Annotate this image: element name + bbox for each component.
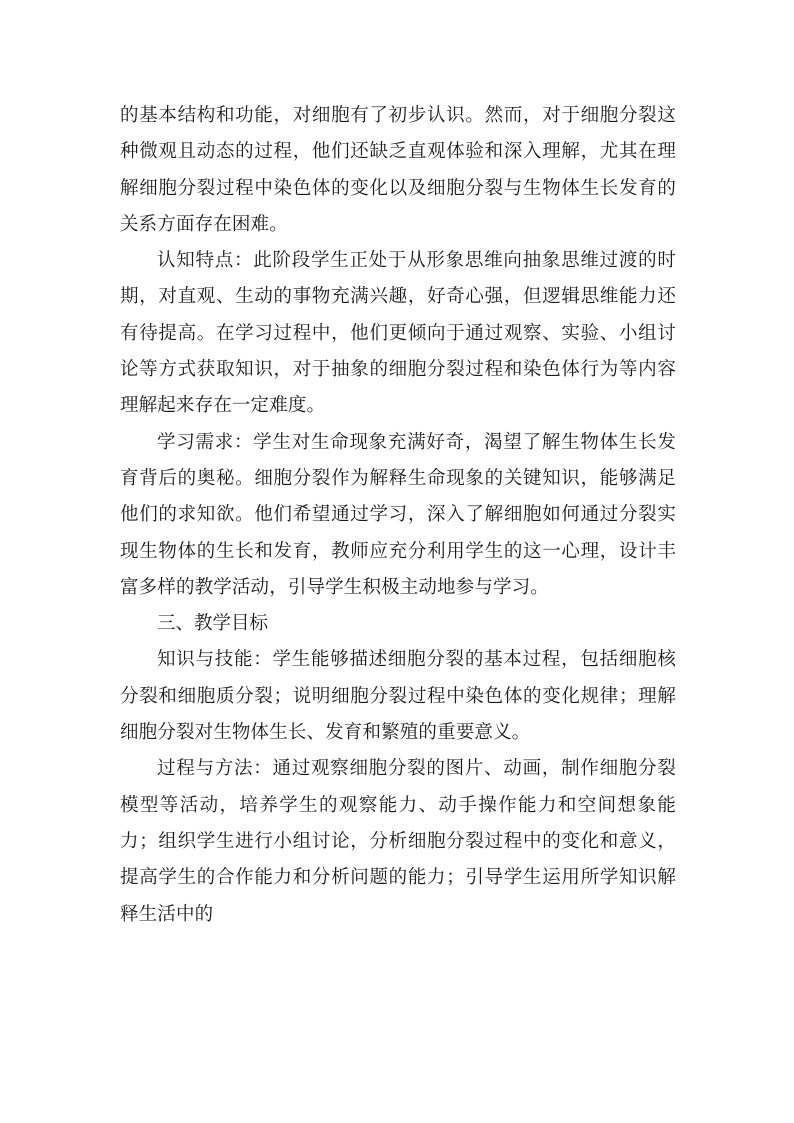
paragraph-continuation: 的基本结构和功能，对细胞有了初步认识。然而，对于细胞分裂这种微观且动态的过程，他们还缺乏直观体验和深入理解，尤其在理解细胞分裂过程中染色体的变化以及细胞分裂与生物体生长发育的关系方面存在困难。 — [120, 105, 676, 235]
paragraph-knowledge-skills: 知识与技能：学生能够描述细胞分裂的基本过程，包括细胞核分裂和细胞质分裂；说明细胞分裂过程中染色体的变化规律；理解细胞分裂对生物体生长、发育和繁殖的重要意义。 — [120, 649, 676, 744]
paragraph-cognitive-features: 认知特点：此阶段学生正处于从形象思维向抽象思维过渡的时期，对直观、生动的事物充满兴趣，好奇心强，但逻辑思维能力还有待提高。在学习过程中，他们更倾向于通过观察、实验、小组讨论等方式获取知识，对于抽象的细胞分裂过程和染色体行为等内容理解起来存在一定难度。 — [120, 250, 676, 417]
paragraph-learning-needs: 学习需求：学生对生命现象充满好奇，渴望了解生物体生长发育背后的奥秘。细胞分裂作为解释生命现象的关键知识，能够满足他们的求知欲。他们希望通过学习，深入了解细胞如何通过分裂实现生物体的生长和发育，教师应充分利用学生的这一心理，设计丰富多样的教学活动，引导学生积极主动地参与学习。 — [120, 431, 676, 598]
paragraph-process-methods: 过程与方法：通过观察细胞分裂的图片、动画，制作细胞分裂模型等活动，培养学生的观察能力、动手操作能力和空间想象能力；组织学生进行小组讨论，分析细胞分裂过程中的变化和意义，提高学生的合作能力和分析问题的能力；引导学生运用所学知识解释生活中的 — [120, 758, 676, 925]
document-body — [120, 98, 676, 933]
section-heading-teaching-goals: 三、教学目标 — [157, 613, 269, 635]
